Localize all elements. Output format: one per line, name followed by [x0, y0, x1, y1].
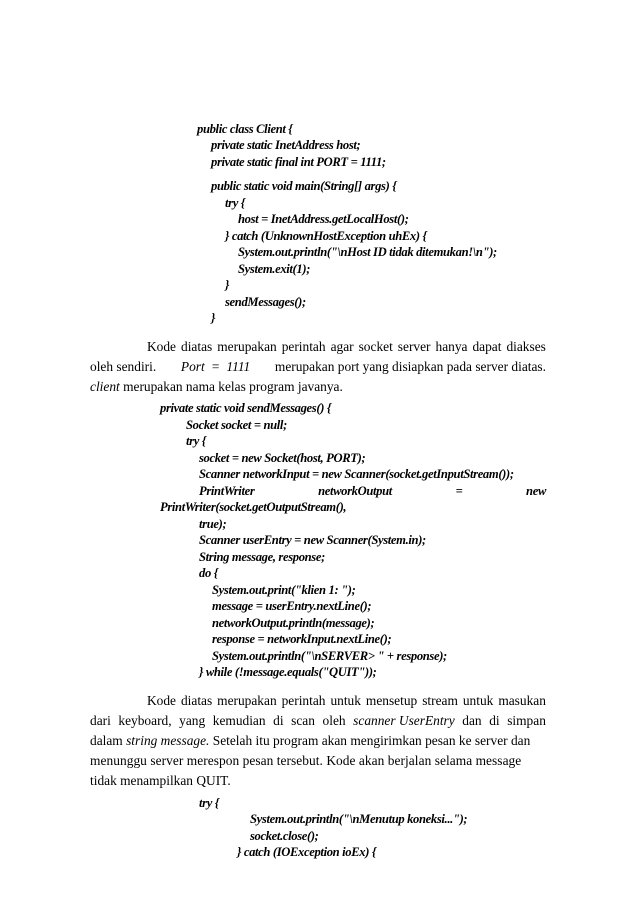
word: dari	[90, 713, 111, 728]
word: agar	[330, 339, 354, 354]
word: dan	[462, 713, 482, 728]
text-run-italic: Port = 1111	[180, 359, 251, 374]
code-line: networkOutput.println(message);	[212, 616, 375, 630]
paragraph-line	[90, 360, 546, 373]
code-line: do {	[199, 566, 218, 580]
code-line: Socket socket = null;	[186, 418, 287, 432]
text-run-italic: string message.	[126, 733, 210, 748]
code-line: System.out.println("\nMenutup koneksi...");	[250, 812, 468, 826]
code-line: socket.close();	[250, 829, 319, 843]
code-line: response = networkInput.nextLine();	[212, 632, 392, 646]
text-run: Setelah itu program akan mengirimkan pesan ke server dan	[209, 733, 531, 748]
word: socket	[358, 339, 393, 354]
code-token: networkOutput	[318, 484, 392, 498]
paragraph-line: menunggu server merespon pesan tersebut. Kode akan berjalan selama message	[90, 753, 522, 768]
code-line	[199, 485, 546, 498]
word: Kode	[147, 339, 177, 354]
word: diatas	[181, 339, 213, 354]
word: di	[489, 713, 500, 728]
code-line: System.exit(1);	[238, 262, 311, 276]
paragraph-line	[90, 714, 546, 727]
code-line: String message, response;	[199, 550, 325, 564]
code-line: } catch (UnknownHostException uhEx) {	[225, 229, 427, 243]
code-line: }	[225, 278, 230, 292]
text-run: merupakan port yang disiapkan pada server diatas.	[274, 359, 546, 374]
word: dapat	[472, 339, 502, 354]
code-line: host = InetAddress.getLocalHost();	[238, 212, 409, 226]
code-line: try {	[199, 796, 219, 810]
code-line: Scanner networkInput = new Scanner(socket.getInputStream());	[199, 467, 514, 481]
word: untuk	[330, 693, 361, 708]
paragraph-line	[147, 340, 546, 353]
word: perintah	[281, 693, 326, 708]
code-token: =	[455, 484, 463, 498]
word: untuk	[462, 693, 494, 708]
text-run: oleh sendiri.	[90, 359, 157, 374]
word: diatas	[180, 693, 213, 708]
word: oleh	[322, 713, 346, 728]
word: stream	[422, 693, 458, 708]
code-line: private static InetAddress host;	[211, 138, 361, 152]
code-token: PrintWriter	[199, 484, 255, 498]
code-line: message = userEntry.nextLine();	[212, 599, 372, 613]
code-line: } while (!message.equals("QUIT"));	[199, 665, 377, 679]
word: merupakan	[217, 339, 277, 354]
code-line: public static void main(String[] args) {	[211, 179, 397, 193]
code-token: new	[526, 484, 546, 498]
word: Kode	[147, 693, 177, 708]
paragraph-line: tidak menampilkan QUIT.	[90, 773, 231, 788]
word: masukan	[498, 693, 546, 708]
word: simpan	[507, 713, 546, 728]
code-line: socket = new Socket(host, PORT);	[199, 451, 366, 465]
code-line: } catch (IOException ioEx) {	[237, 845, 376, 859]
word: kemudian	[212, 713, 266, 728]
code-line: }	[211, 311, 216, 325]
code-line: System.out.println("\nSERVER> " + response);	[212, 649, 447, 663]
code-line: System.out.println("\nHost ID tidak ditemukan!\n");	[238, 245, 497, 259]
text-run-italic: scanner UserEntry	[353, 713, 455, 728]
paragraph-line	[90, 380, 343, 393]
word: perintah	[281, 339, 326, 354]
word: scan	[291, 713, 315, 728]
paragraph-line	[90, 734, 530, 747]
text-run: dalam	[90, 733, 123, 748]
code-line: try {	[186, 434, 206, 448]
word: yang	[179, 713, 206, 728]
text-run-italic: client	[90, 379, 120, 394]
code-line: System.out.print("klien 1: ");	[212, 583, 356, 597]
code-line: public class Client {	[197, 122, 293, 136]
code-line: try {	[225, 196, 245, 210]
code-line: private static final int PORT = 1111;	[211, 155, 386, 169]
code-line: private static void sendMessages() {	[160, 401, 331, 415]
code-line: PrintWriter(socket.getOutputStream(),	[160, 500, 347, 514]
word: server	[397, 339, 431, 354]
word: diakses	[506, 339, 546, 354]
paragraph-line	[147, 694, 546, 707]
code-line: true);	[199, 517, 227, 531]
word: keyboard,	[118, 713, 172, 728]
word: di	[273, 713, 284, 728]
word: mensetup	[365, 693, 418, 708]
code-line: sendMessages();	[225, 295, 306, 309]
word: hanya	[435, 339, 468, 354]
code-line: Scanner userEntry = new Scanner(System.in);	[199, 533, 426, 547]
text-run: merupakan nama kelas program javanya.	[119, 379, 343, 394]
word: merupakan	[217, 693, 277, 708]
